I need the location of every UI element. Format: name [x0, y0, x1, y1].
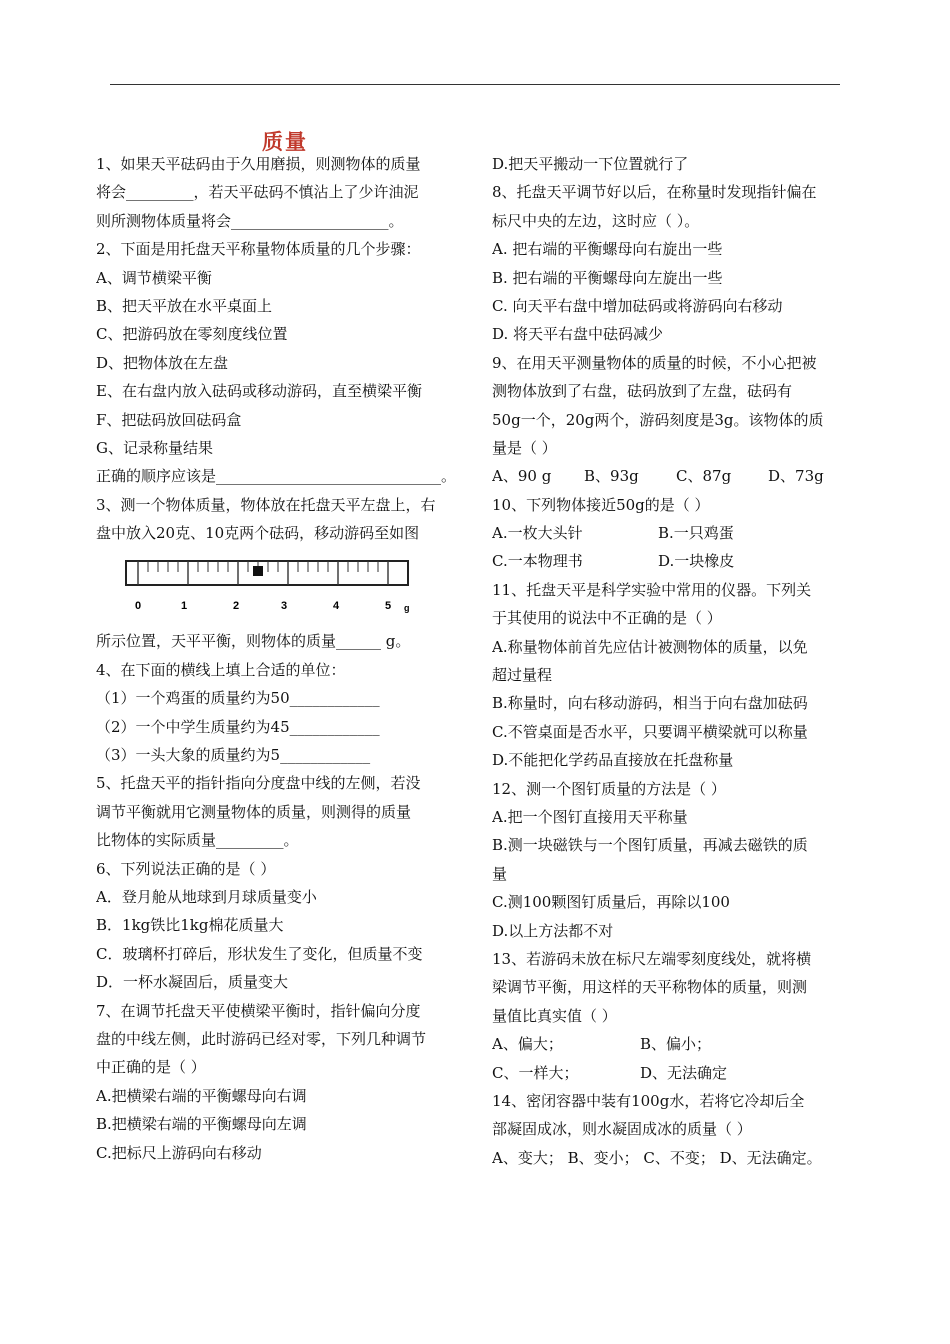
text-line: 6、下列说法正确的是（ ） — [96, 859, 276, 878]
text-line: 量是（ ） — [492, 438, 557, 457]
text-line: B. 把右端的平衡螺母向左旋出一些 — [492, 268, 723, 287]
text-line: D. 将天平右盘中砝码减少 — [492, 325, 664, 344]
text-line: A. 把右端的平衡螺母向右旋出一些 — [492, 240, 723, 259]
option-b: B.一只鸡蛋 — [658, 524, 734, 543]
text-line: C．玻璃杯打碎后，形状发生了变化，但质量不变 — [96, 944, 423, 963]
tick-label-4: 4 — [332, 600, 340, 613]
option-a: A、90 g — [492, 467, 552, 486]
page-title: 质量 — [262, 129, 308, 154]
text-line: 8、托盘天平调节好以后，在称量时发现指针偏在 — [492, 183, 817, 202]
text-line: D、把物体放在左盘 — [96, 353, 229, 372]
text-line: D.不能把化学药品直接放在托盘称量 — [492, 751, 734, 770]
text-line: B.测一块磁铁与一个图钉质量，再减去磁铁的质 — [492, 836, 808, 855]
option-c: C、87g — [676, 467, 732, 486]
text-line: E、在右盘内放入砝码或移动游码，直至横梁平衡 — [96, 382, 422, 401]
text-line: C. 向天平右盘中增加砝码或将游码向右移动 — [492, 296, 783, 315]
rider-marker — [253, 566, 263, 576]
text-line: 调节平衡就用它测量物体的质量，则测得的质量 — [96, 802, 412, 821]
text-line: 将会_________，若天平砝码不慎沾上了少许油泥 — [96, 183, 419, 202]
option-b: B、偏小； — [640, 1035, 712, 1054]
tick-label-5: 5 — [384, 600, 392, 613]
text-line: C.不管桌面是否水平，只要调平横梁就可以称量 — [492, 722, 808, 741]
q13-options-row-1 — [492, 1030, 848, 1058]
text-line: A、变大； B、变小； C、不变； D、无法确定。 — [492, 1148, 822, 1167]
text-line: 5、托盘天平的指针指向分度盘中线的左侧，若没 — [96, 774, 421, 793]
text-line: 测物体放到了右盘，砝码放到了左盘，砝码有 — [492, 382, 793, 401]
text-line: F、把砝码放回砝码盒 — [96, 410, 242, 429]
text-line: 13、若游码未放在标尺左端零刻度线处，就将横 — [492, 949, 812, 968]
text-line: 正确的顺序应该是______________________________。 — [96, 467, 457, 486]
text-line: 7、在调节托盘天平使横梁平衡时，指针偏向分度 — [96, 1001, 421, 1020]
option-a: A、偏大； — [492, 1035, 563, 1054]
text-line: 9、在用天平测量物体的质量的时候，不小心把被 — [492, 353, 817, 372]
text-line: 2、下面是用托盘天平称量物体质量的几个步骤： — [96, 240, 421, 259]
q10-options-row-2 — [492, 547, 848, 575]
option-c: C.一本物理书 — [492, 552, 583, 571]
option-d: D、73g — [768, 467, 824, 486]
text-line: 梁调节平衡，用这样的天平称物体的质量，则测 — [492, 978, 808, 997]
tick-label-3: 3 — [280, 600, 288, 613]
option-c: C、一样大； — [492, 1063, 579, 1082]
text-line: 于其使用的说法中不正确的是（ ） — [492, 609, 722, 628]
text-line: 11、托盘天平是科学实验中常用的仪器。下列关 — [492, 580, 812, 599]
right-column — [492, 150, 848, 1172]
text-line: 中正确的是（ ） — [96, 1058, 206, 1077]
text-line: A、调节横梁平衡 — [96, 268, 212, 287]
left-column — [96, 150, 468, 1167]
option-a: A.一枚大头针 — [492, 524, 583, 543]
text-line: C.把标尺上游码向右移动 — [96, 1143, 262, 1162]
text-line: A.称量物体前首先应估计被测物体的质量，以免 — [492, 637, 808, 656]
text-line: 部凝固成冰，则水凝固成冰的质量（ ） — [492, 1120, 752, 1139]
tick-label-2: 2 — [232, 600, 240, 613]
text-line: 1、如果天平砝码由于久用磨损，则测物体的质量 — [96, 155, 421, 173]
text-line: 3、测一个物体质量，物体放在托盘天平左盘上，右 — [96, 495, 436, 514]
tick-label-1: 1 — [180, 600, 188, 613]
q9-options — [492, 462, 848, 490]
q13-options-row-2 — [492, 1059, 848, 1087]
text-line: 超过量程 — [492, 666, 553, 685]
text-line: 则所测物体质量将会_____________________。 — [96, 211, 404, 230]
text-line: 所示位置，天平平衡，则物体的质量______ g。 — [96, 632, 411, 651]
text-line: B．1kg铁比1kg棉花质量大 — [96, 916, 284, 935]
text-line: （3）一头大象的质量约为5____________ — [96, 746, 371, 765]
text-line: 10、下列物体接近50g的是（ ） — [492, 495, 710, 514]
text-line: A.把一个图钉直接用天平称量 — [492, 807, 688, 826]
text-line: （1）一个鸡蛋的质量约为50____________ — [96, 689, 380, 708]
text-line: 14、密闭容器中装有100g水，若将它冷却后全 — [492, 1091, 805, 1110]
text-line: 标尺中央的左边，这时应（ ）。 — [492, 211, 700, 230]
text-line: B.把横梁右端的平衡螺母向左调 — [96, 1115, 307, 1134]
option-d: D、无法确定 — [640, 1063, 728, 1082]
text-line: 盘中放入20克、10克两个砝码，移动游码至如图 — [96, 524, 420, 543]
text-line: G、记录称量结果 — [96, 438, 213, 457]
unit-label: g — [404, 603, 410, 614]
text-line: 12、测一个图钉质量的方法是（ ） — [492, 779, 726, 798]
rider-scale-figure — [96, 547, 468, 627]
text-line: D.把天平搬动一下位置就行了 — [492, 155, 689, 173]
text-line: D．一杯水凝固后，质量变大 — [96, 973, 289, 992]
text-line: A.把横梁右端的平衡螺母向右调 — [96, 1086, 307, 1105]
text-line: C、把游码放在零刻度线位置 — [96, 325, 288, 344]
text-line: 盘的中线左侧，此时游码已经对零，下列几种调节 — [96, 1029, 427, 1048]
text-line: D.以上方法都不对 — [492, 921, 614, 940]
text-line: A．登月舱从地球到月球质量变小 — [96, 887, 317, 906]
text-line: 4、在下面的横线上填上合适的单位： — [96, 660, 346, 679]
text-line: 量 — [492, 864, 508, 883]
text-line: C.测100颗图钉质量后，再除以100 — [492, 893, 730, 912]
tick-label-0: 0 — [134, 600, 142, 613]
text-line: 比物体的实际质量_________。 — [96, 831, 299, 850]
header-rule — [110, 84, 840, 85]
text-line: B.称量时，向右移动游码，相当于向右盘加砝码 — [492, 694, 808, 713]
text-line: 50g一个，20g两个，游码刻度是3g。该物体的质 — [492, 410, 824, 429]
q10-options-row-1 — [492, 519, 848, 547]
option-b: B、93g — [584, 467, 639, 486]
option-d: D.一块橡皮 — [658, 552, 735, 571]
text-line: 量值比真实值（ ） — [492, 1006, 617, 1025]
text-line: B、把天平放在水平桌面上 — [96, 296, 273, 315]
text-line: （2）一个中学生质量约为45____________ — [96, 717, 380, 736]
